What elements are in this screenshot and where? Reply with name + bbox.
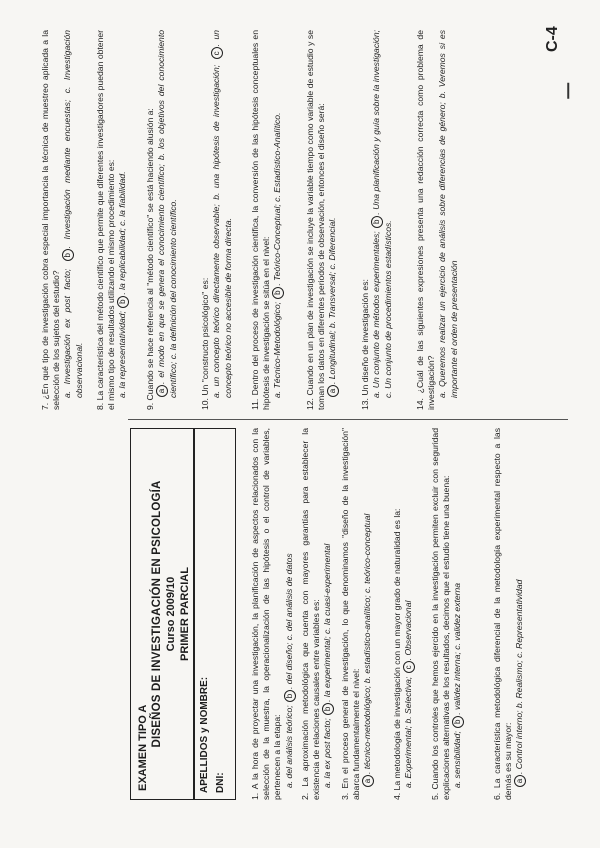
left-column <box>0 423 600 818</box>
exam-header <box>130 428 236 800</box>
question-options: a. Longitudinal; b. Transversal; c. Diferencial. <box>327 30 339 410</box>
question-options: a. Técnico-Metodológico; b. Teórico-Conceptual; c. Estadístico-Analítico. <box>272 112 283 398</box>
question-options: a. del análisis teórico; b. del diseño; c. del análisis de datos <box>283 553 294 788</box>
partial-label: PRIMER PARCIAL <box>179 567 191 661</box>
answer-circle-mark: a <box>514 775 526 787</box>
question-options: a. el modo en que se genera el conocimiento científico; b. los objetivos del conocimiento científico; c. la definición del conocimiento científico. <box>156 30 179 398</box>
question-text: 14. ¿Cuál de las siguientes expresiones presenta una redacción correcta como problema de investigación? <box>415 30 437 410</box>
question-4 <box>392 428 415 800</box>
question-text: 9. Cuando se hace referencia al "método científico" se está haciendo alusión a: <box>145 108 155 410</box>
question-text: 5. Cuando los controles que hemos ejercido en la investigación permiten excluir con seguridad explicaciones alternativas de los resultados, decimos que el estudio tiene una buena: <box>430 428 452 800</box>
question-text: 13. Un diseño de investigación es: <box>360 279 370 410</box>
answer-circle-mark: c <box>403 661 415 673</box>
question-3 <box>340 428 374 800</box>
exam-title: DISEÑOS DE INVESTIGACIÓN EN PSICOLOGÍA <box>151 480 163 748</box>
question-text: 3. En el proceso general de investigación, lo que denominamos "diseño de la investigación" abarca fundamentalmente el nivel: <box>340 428 362 800</box>
question-options: a. la representatividad; b. la replicabilidad; c. la fiabilidad. <box>117 171 128 398</box>
question-options: a. un concepto teórico directamente observable; b. una hipótesis de investigación; c. un concepto teórico no accesible de forma directa. <box>211 30 234 398</box>
corner-mark: C-4 <box>544 26 561 52</box>
question-options: a. Queremos realizar un ejercicio de análisis sobre diferencias de género; b. Veremos si es importante el orden de presentación <box>437 30 459 398</box>
question-text: 2. La aproximación metodológica que cuenta con mayores garantías para establecer la existencia de relaciones causales entre variables es: <box>300 428 322 800</box>
header-divider <box>193 429 195 799</box>
question-text: 1. A la hora de proyectar una investigación, la planificación de aspectos relacionados con la selección de la muestra, la operacionalización de las hipótesis o el control de variables, pertenecen a la etapa: <box>250 428 283 800</box>
dni-field-label: DNI: <box>215 772 226 793</box>
question-14 <box>415 30 460 410</box>
answer-circle-mark: b <box>452 716 464 728</box>
question-10 <box>200 30 234 410</box>
answer-circle-mark: a <box>327 385 339 397</box>
question-options: a. sensibilidad; b. validez interna; c. validez externa <box>452 582 463 788</box>
column-divider <box>128 419 568 420</box>
question-options: a. Experimental; b. Selectiva; c. Observacional <box>403 600 414 788</box>
answer-circle-mark: b <box>62 249 74 261</box>
answer-circle-mark: a <box>156 385 168 397</box>
question-options: a. Control interno; b. Realismo; c. Representatividad <box>514 428 526 800</box>
question-text: 11. Dentro del proceso de investigación científica, la conversión de las hipótesis conceptuales en hipótesis de investigación se sitúa en el nivel: <box>250 30 272 410</box>
question-9 <box>145 30 179 410</box>
question-options: a. técnico-metodológico; b. estadístico-analítico; c. teórico-conceptual <box>362 428 374 800</box>
answer-circle-mark: a <box>362 775 374 787</box>
answer-circle-mark: b <box>322 703 334 715</box>
question-5 <box>430 428 464 800</box>
question-1 <box>250 428 296 800</box>
question-6 <box>492 428 526 800</box>
course-year: Curso 2009/10 <box>165 576 177 652</box>
question-options: a. la ex post facto; b. la experimental; c. la cuasi-experimental <box>322 543 333 788</box>
question-text: 8. La característica del método científico que permite que diferentes investigadores puedan obtener el mismo tipo de resultados utilizando el mismo procedimiento es: <box>95 30 117 410</box>
question-11 <box>250 30 284 410</box>
name-field-label: APELLIDOS y NOMBRE: <box>199 676 210 793</box>
answer-circle-mark: b <box>371 216 383 228</box>
right-column <box>0 15 600 410</box>
question-8 <box>95 30 129 410</box>
exam-type: EXAMEN TIPO A <box>137 704 149 791</box>
question-text: 4. La metodología de investigación con un mayor grado de naturalidad es la: <box>392 508 402 800</box>
question-options: a. Un conjunto de métodos experimentales; b. Una planificación y guía sobre la investigación; c. Un conjunto de procedimientos estadísticos. <box>371 30 394 398</box>
answer-circle-mark: b <box>272 287 284 299</box>
question-options: a. Investigación ex post facto; b. Investigación mediante encuestas; c. Investigación observacional. <box>62 29 85 398</box>
question-13 <box>360 30 394 410</box>
question-2 <box>300 428 334 800</box>
question-text: 10. Un "constructo psicológico" es: <box>200 277 210 410</box>
answer-circle-mark: c <box>211 47 223 59</box>
question-12 <box>305 30 339 410</box>
question-text: 12. Cuando en un plan de investigación se incluye la variable tiempo como variable de estudio y se toman los datos en diferentes periodos de observación, entonces el diseño será: <box>305 30 327 410</box>
question-text: 7. ¿En qué tipo de investigación cobra especial importancia la técnica de muestreo aplicada a la selección de los sujetos del estudio? <box>40 30 62 410</box>
answer-circle-mark: b <box>284 690 296 702</box>
question-7 <box>40 30 86 410</box>
answer-circle-mark: b <box>117 296 129 308</box>
question-text: 6. La característica metodológica diferencial de la metodología experimental respecto a las demás es su mayor: <box>492 428 514 800</box>
